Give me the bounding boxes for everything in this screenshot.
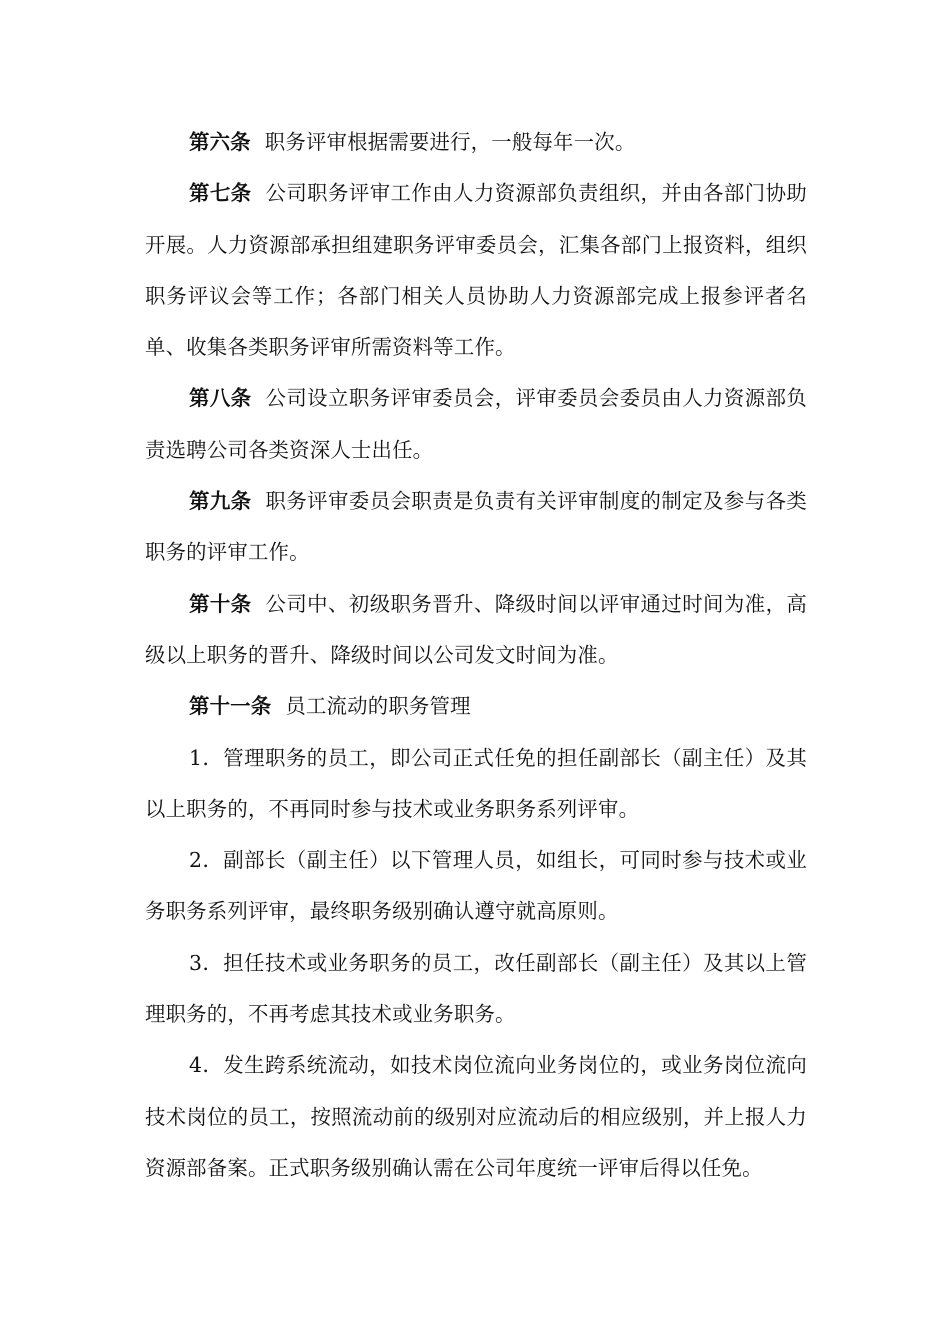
article-text: 公司职务评审工作由人力资源部负责组织，并由各部门协助开展。人力资源部承担组建职务评审委员会，汇集各部门上报资料，组织职务评议会等工作；各部门相关人员协助人力资源部完成上报参评者名单、收集各类职务评审所需资料等工作。	[145, 181, 807, 360]
article-text: 公司中、初级职务晋升、降级时间以评审通过时间为准，高级以上职务的晋升、降级时间以公司发文时间为准。	[145, 591, 807, 667]
article-label: 第十条	[189, 591, 252, 616]
article-8	[145, 373, 807, 476]
article-label: 第十一条	[189, 694, 272, 719]
item-3: 3．担任技术或业务职务的员工，改任副部长（副主任）及其以上管理职务的，不再考虑其技术或业务职务。	[145, 950, 807, 1027]
document-page	[145, 117, 807, 1194]
article-10	[145, 579, 807, 682]
article-label: 第八条	[189, 386, 252, 411]
item-2: 2．副部长（副主任）以下管理人员，如组长，可同时参与技术或业务职务系列评审，最终职务级别确认遵守就高原则。	[145, 848, 807, 924]
article-text: 职务评审委员会职责是负责有关评审制度的制定及参与各类职务的评审工作。	[145, 489, 807, 565]
article-label: 第九条	[189, 489, 252, 514]
article-label: 第六条	[189, 130, 251, 154]
article-6	[145, 117, 807, 168]
article-9	[145, 476, 807, 579]
article-text: 员工流动的职务管理	[285, 694, 471, 719]
article-text: 公司设立职务评审委员会，评审委员会委员由人力资源部负责选聘公司各类资深人士出任。	[145, 386, 807, 462]
article-7	[145, 168, 807, 373]
item-1: 1．管理职务的员工，即公司正式任免的担任副部长（副主任）及其以上职务的，不再同时参与技术或业务职务系列评审。	[145, 745, 807, 821]
article-11	[145, 681, 807, 732]
article-label: 第七条	[189, 181, 252, 206]
item-4: 4．发生跨系统流动，如技术岗位流向业务岗位的，或业务岗位流向技术岗位的员工，按照流动前的级别对应流动后的相应级别，并上报人力资源部备案。正式职务级别确认需在公司年度统一评审后得以任免。	[145, 1053, 807, 1180]
article-text: 职务评审根据需要进行，一般每年一次。	[264, 130, 636, 154]
